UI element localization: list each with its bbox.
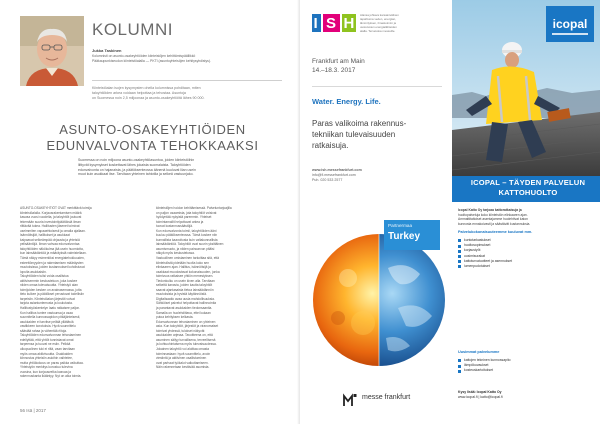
article-line: muutoksissa, joiden kustannukset kohdistuvat xyxy=(20,265,85,270)
ish-advertisement xyxy=(308,0,450,424)
article-line: on paljon osaamista, jota taloyhtiöt voisivat xyxy=(156,210,217,215)
icopal-contact xyxy=(458,390,596,400)
event-location xyxy=(312,58,365,75)
news-item: kattojen tekninen kunnossapito xyxy=(458,358,596,363)
article-line: kiinteistöstä pidetään huolta koko sen xyxy=(156,260,209,265)
article-line: Tiedonkulku on usein kiven alla. Tarvitaan xyxy=(156,278,215,283)
claim-line: uusiutuvien energialähteiden xyxy=(360,24,397,29)
organizer-name: messe frankfurt xyxy=(362,394,411,401)
article-line: saavat ajantasaista tietoa lainsäädännön xyxy=(156,287,214,292)
email-link[interactable]: info@fi.messefrankfurt.com xyxy=(312,173,356,177)
svg-text:S: S xyxy=(326,15,337,32)
ish-slogan: Water. Energy. Life. xyxy=(312,97,381,106)
article-line: kiinteistöjen hoidon kehittämisessä. Palveluntarjoajilla xyxy=(156,206,232,210)
article-headline xyxy=(20,122,285,154)
service-item: uusimisurakat xyxy=(458,254,596,259)
headline-line: EDUNVALVONTA TEHOKKAAKSI xyxy=(46,138,259,153)
partner-label: Partnermaa xyxy=(388,223,413,228)
intro-line: taloyhtiöiden arkea voidaan helpottaa ja tehostaa. Asuntoja xyxy=(92,91,186,95)
article-line: Tämä näkyy esimerkiksi energiatehokkuuden, xyxy=(20,256,85,261)
partner-country: Turkey xyxy=(388,231,421,242)
article-line: Näin rakennetaan kestävää asumista. xyxy=(156,365,210,370)
article-line: kiinnostus yhteisiin asioihin vaihtelee, xyxy=(20,356,73,361)
service-item: lumenpudotukset xyxy=(458,264,596,269)
author-name: Jukka Taskinen xyxy=(92,48,122,53)
article-line: Kun edunvalvonta toimii, taloyhtiöiden ääni xyxy=(156,228,217,233)
article-line: pelisääntöjä. Ilman vahvaa edunvalvontaa xyxy=(20,242,80,247)
article-line: Jokainen taloyhtiö voi aloittaa omasta xyxy=(156,346,209,351)
article-line: edellyttää, että yhtiöt tunnistavat omat xyxy=(20,337,74,342)
article-line: kasvaa vuosi vuodelta, ja taloyhtiöt joutuvat xyxy=(20,215,82,220)
article-line: kunnallista kaavoitusta kuin valtakunnallista xyxy=(156,237,218,242)
article-line: osakkaat muodostavat kokonaisuuden, jonka xyxy=(156,269,220,274)
body-line: huoltopalveluja koko kiinteistön elinkaaren ajan. xyxy=(458,212,528,217)
article-line: asuminen säilyy turvallisena, terveellisenä xyxy=(156,337,216,342)
phone-number: Puh. 020 533 2577 xyxy=(312,178,343,182)
event-dates: 14.–18.3. 2017 xyxy=(312,66,356,74)
article-line: Digitalisaatio avaa uusia mahdollisuuksia. xyxy=(156,296,215,301)
news-heading: Uusimmat palvelumme xyxy=(458,350,500,354)
article-line: säästää rahaa ja vähentää riitoja. xyxy=(20,328,67,333)
event-city: Frankfurt am Main xyxy=(312,58,365,65)
article-line: kun lainsäädäntöä ja määräyksiä valmistellaan. xyxy=(20,251,87,256)
article-line: riittävää tukea. Hallitusten jäsenet toimivat xyxy=(20,224,80,229)
article-line: toimintamallit helpottavat arkea ja xyxy=(156,219,204,224)
lead-line: edunvalvonta on hajanaista, ja päätöksenteossa äänenä kuuluvat liian usein xyxy=(78,167,196,172)
article-line: tarjota asiantuntemusta ja koulutusta. xyxy=(20,301,73,306)
columnist-photo xyxy=(20,16,84,86)
article-line: tieto kulkee ja päätökset perustuvat todellisiin xyxy=(20,292,84,297)
website-link[interactable]: www.ish.messefrankfurt.com xyxy=(312,168,362,172)
article-line: lopulta asukkaisiin. xyxy=(20,269,47,274)
article-line: aktiivisemmin keskusteluun, joka koskee xyxy=(20,278,78,283)
right-page xyxy=(300,0,600,424)
article-line: Hallitustyöskentelyn laatu ratkaisee paljon. xyxy=(20,306,81,311)
article-line: putoa kehityksen kelkasta. xyxy=(156,315,194,320)
service-item: korjaustyöt xyxy=(458,248,596,253)
ish-logo xyxy=(312,14,356,32)
article-line: kiinteistöalalla. Korjausrakentamisen määrä xyxy=(20,210,82,215)
contact-line: Kysy lisää: Icopal Katto Oy xyxy=(458,390,502,394)
contact-link[interactable]: www.icopal.fi | katto@icopal.fi xyxy=(458,394,503,399)
body-line: Ammattitaitoiset asentajamme huolehtivat katon xyxy=(458,217,529,222)
claim-line: alalla. Tervetuloa messuille. xyxy=(360,28,396,33)
article-line: tarpeensa ja tuovat ne esiin. Pelkkä xyxy=(20,342,71,347)
article-line: kuuluu päätöksenteossa. Tämä koskee niin xyxy=(156,233,218,238)
article-line: tekemään suuria investointipäätöksiä ilman xyxy=(20,219,81,224)
icopal-body xyxy=(458,208,596,226)
services-list xyxy=(458,238,596,269)
article-column-1 xyxy=(20,206,144,379)
article-line: asukkaiden arjessa. Tavoitteena on, että xyxy=(156,333,213,338)
ish-contact xyxy=(312,168,442,183)
article-line: toimijoiden kesken on avainasemassa, jotta xyxy=(20,287,82,292)
article-column-2 xyxy=(156,206,280,370)
main-line: tekniikan tulevaisuuden xyxy=(312,130,396,139)
article-line: myös omaa aktiivisuutta. Osakkaiden xyxy=(20,351,73,356)
article-line: Isännöitsijät, hallitukset ja asukkaat xyxy=(20,233,70,238)
article-line: asukkaiden ei tarvitse pelätä yllättäviä xyxy=(20,319,74,324)
author-role: Kolumnisti on asunto-osakeyhtiöiden kiinteistöjen kehittämispäällikkö xyxy=(92,54,196,58)
main-line: Paras valikoima rakennus- xyxy=(312,119,407,128)
news-item: kosteuskartoitukset xyxy=(458,368,596,373)
article-line: Taloyhtiöiden edunvalvonnan tehostaminen xyxy=(20,333,82,338)
article-line: vuosina, kun korjausvelka kasvaa ja xyxy=(20,369,71,374)
article-line: ulkopuolinen tuki ei riitä, vaan tarvitaan xyxy=(20,346,75,351)
article-line: elinkaaren ajan. Hallitus, isännöitsijä ja xyxy=(156,265,211,270)
icopal-logo xyxy=(546,6,594,42)
page-folio: 56 Isä | 2017 xyxy=(20,408,46,413)
article-line: tarpeisiin. Kiinteistöalan järjestöt voivat xyxy=(20,296,75,301)
author-role: Pääkaupunkiseudun kiinteistöalalla — PKTI (asuntoyhteisöjen kehitysyhdistys). xyxy=(92,59,211,63)
headline-line: KATTOHUOLTO xyxy=(498,188,558,197)
article-line: asumismuoto, ja niiden painoarvon pitäisi xyxy=(156,246,215,251)
article-line: ASUNTO-OSAKEYHTIÖT OVAT merkittävä toimija xyxy=(20,206,92,210)
news-item: lämpökuvaukset xyxy=(458,363,596,368)
article-line: esteettömyyden ja rakentamisen määräysten xyxy=(20,260,84,265)
article-line: mutta yhtiökokous on paras paikka vaikuttaa. xyxy=(20,360,84,365)
claim-line: Alansa johtava kansainvälinen xyxy=(360,13,399,17)
article-line: näkyä myös keskustelussa. xyxy=(156,251,195,256)
article-line: Taloyhtiöiden tulisi voida osallistua xyxy=(20,274,69,279)
article-line: useimmiten vapaaehtoisesti ja omalla ajallaan. xyxy=(20,228,86,233)
divider xyxy=(312,86,442,87)
intro-line: Kiinteistöalan isojen kysymysten ohella kolumnissa pohditaan, miten xyxy=(92,86,201,90)
article-line: Kun hallitus tuntee vastuunsa ja osaa xyxy=(20,310,73,315)
service-item: kuntotarkastukset xyxy=(458,238,596,243)
article-line: kaipaavat selkeämpää ohjausta ja yhteisiä xyxy=(20,237,80,242)
article-line: ja kohtuuhintaisena myös tulevaisuudessa. xyxy=(156,342,217,347)
article-line: vastikkeen korotuksia. Hyvä suunnittelu xyxy=(20,324,76,329)
main-line: ratkaisuja. xyxy=(312,141,349,150)
article-line: toimivat yhdessä, tulokset näkyvät xyxy=(156,328,205,333)
lead-line: Suomessa on noin miljoona asunto-osakeyhtiöasuntoa, joiden kiinteistöihin xyxy=(78,158,195,162)
service-item: huoltosopimukset xyxy=(458,243,596,248)
headline-line: ASUNTO-OSAKEYHTIÖIDEN xyxy=(59,122,246,137)
news-list xyxy=(458,358,596,374)
claim-line: tapahtuma veden, energian, xyxy=(360,16,396,21)
article-line: toimivuus ratkaisee yhtiön menestyksen. xyxy=(156,274,214,279)
article-line: toiminnastaan: hyvä suunnittelu, avoin xyxy=(156,351,211,356)
article-line: Vastuullinen omistaminen tarkoittaa sitä, että xyxy=(156,256,220,261)
article-line: ovat parhaat työkalut vaikuttamiseen. xyxy=(156,360,209,365)
services-heading: Palvelukokonaisuuteemme kuuluvat mm. xyxy=(458,230,533,234)
lead-line: muut kuin asukkaat itse. Tarvitaan yhteinen tahtotila ja selkeä vastuunjako. xyxy=(78,172,194,177)
intro-line: on Suomessa noin 2,5 miljoonaa ja asunto-osakeyhtiöitä lähes 90 000. xyxy=(92,96,205,100)
article-line: Sähköiset palvelut helpottavat hallinnointia xyxy=(156,301,217,306)
article-line: asia. Kun taloyhtiöt, järjestöt ja viranomaiset xyxy=(156,324,219,329)
icopal-advertisement xyxy=(452,0,600,424)
svg-text:H: H xyxy=(343,15,355,32)
article-line: hyödyntää nykyistä paremmin. Yhteiset xyxy=(156,215,212,220)
article-line: rakennuskanta ikääntyy. Nyt on aika toimia. xyxy=(20,374,82,379)
article-line: niiden omaa tulevaisuutta. Yhteistyö alan xyxy=(20,283,78,288)
messe-frankfurt-icon xyxy=(342,393,358,407)
article-line: Yhteistyön merkitys korostuu tulevina xyxy=(20,365,73,370)
article-line: muutoksista ja hyvistä käytännöistä. xyxy=(156,292,207,297)
claim-line: lämmityksen, ilmastoinnin ja xyxy=(360,20,396,25)
article-lead xyxy=(78,158,278,177)
service-item: kattoturvatuotteet ja asennukset xyxy=(458,259,596,264)
article-line: taloyhtiöiden näkökulma jää usein huomiotta, xyxy=(20,246,84,251)
article-line: tuovat kustannussäästöjä. xyxy=(156,224,193,229)
headline-line: ICOPAL – TÄYDEN PALVELUN xyxy=(470,178,586,187)
column-intro xyxy=(92,86,282,101)
lead-line: liittyvät kysymykset koskettavat lähes jokaista suomalaista. Taloyhtiöiden xyxy=(78,162,191,167)
column-title: KOLUMNI xyxy=(92,20,173,39)
article-line: Samalla on huolehdittava, ettei kukaan xyxy=(156,310,211,315)
icopal-logo-text: icopal xyxy=(552,17,588,31)
ish-claim xyxy=(360,14,446,34)
article-line: suunnitella kunnossapidon pitkäjänteisesti, xyxy=(20,315,81,320)
ish-main-text xyxy=(312,118,444,151)
article-line: Edunvalvonnan tehostaminen on yhteinen xyxy=(156,319,216,324)
svg-text:I: I xyxy=(313,15,318,32)
divider xyxy=(92,80,282,81)
article-line: selkeitä kanavia, joiden kautta taloyhtiöt xyxy=(156,283,213,288)
article-line: lainsäädäntöä. Taloyhtiöt ovat suurin yksittäinen xyxy=(156,242,224,247)
article-line: viestintä ja aktiivinen osallistuminen xyxy=(156,356,207,361)
body-line: Icopal Katto Oy tarjoaa kattoratkaisuja ja xyxy=(458,208,522,212)
body-line: kunnosta ennakoivasti ja säästävät kustannuksia. xyxy=(458,221,531,226)
icopal-headline xyxy=(458,178,598,198)
article-line: ja parantavat asukkaiden tiedonsaantia. xyxy=(156,306,213,311)
